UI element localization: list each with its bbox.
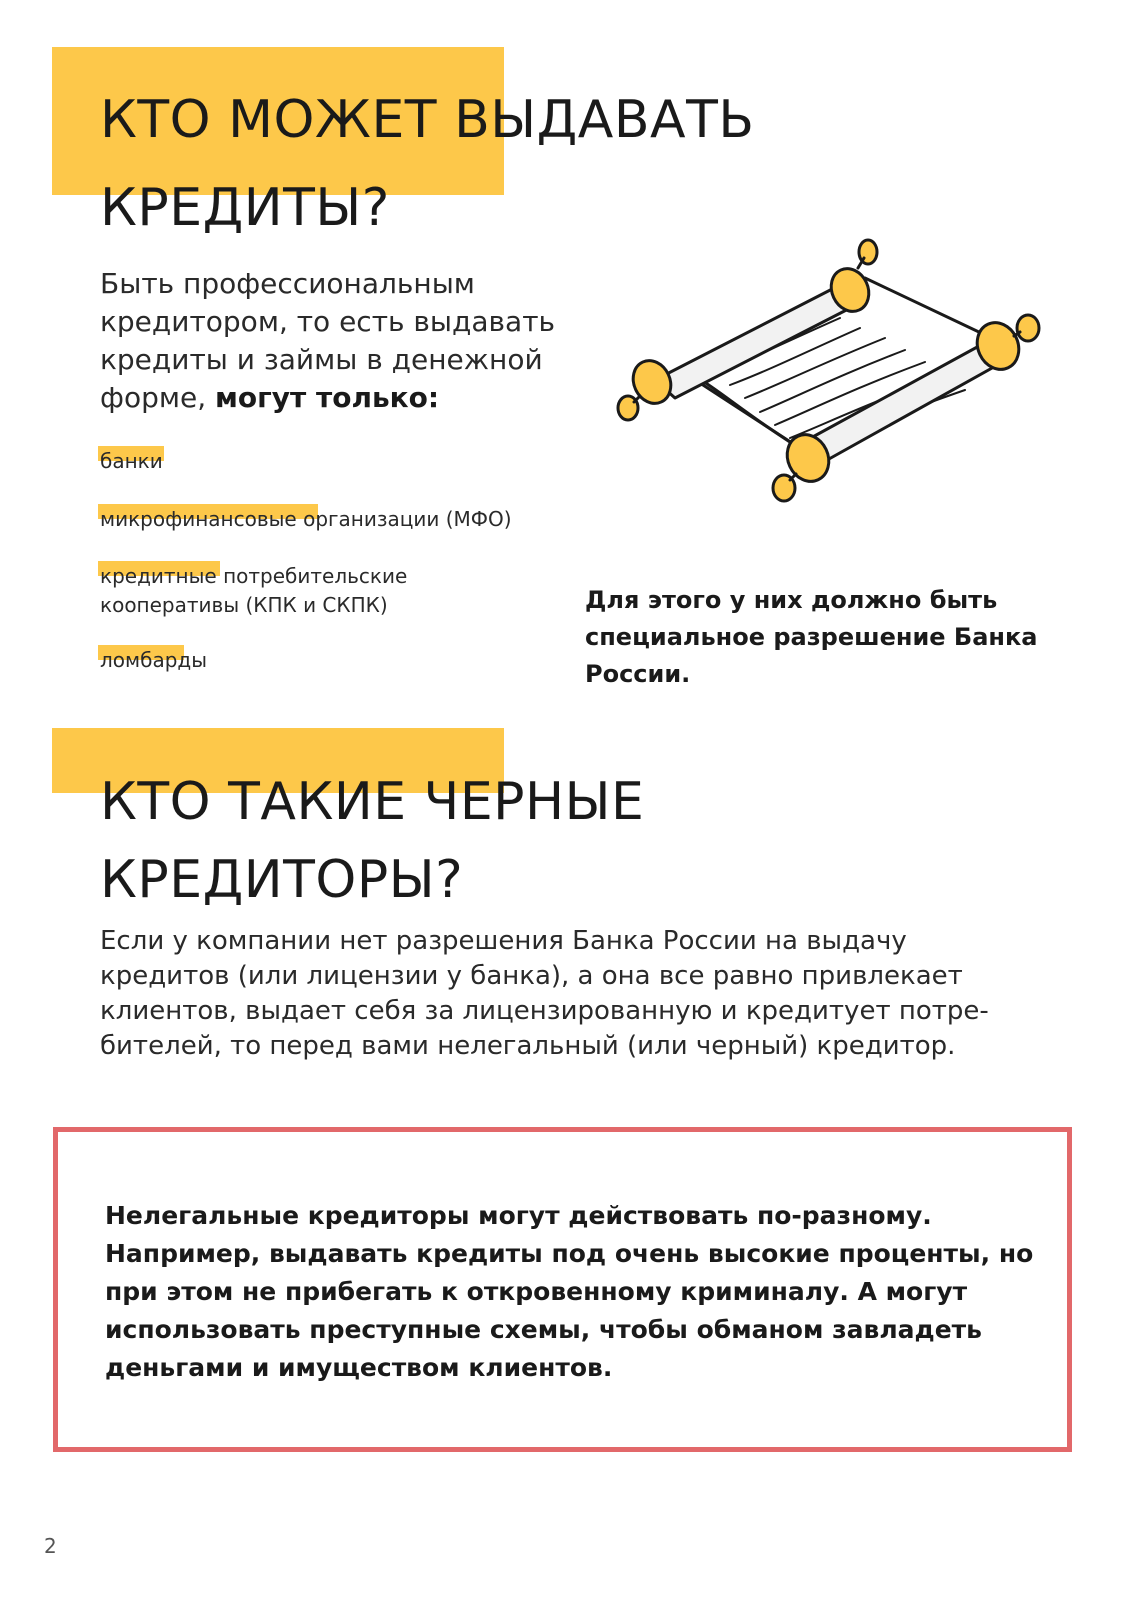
intro-bold: могут только: [215,381,440,414]
intro-paragraph [100,265,570,417]
black-creditors-paragraph: Если у компании нет разрешения Банка России на выдачу кредитов (или лицензии у банка), а она все равно привлекает клиентов, выдает себя за лицензированную и кредитует потре-бителей, то перед вами нелегальный (или черный) кредитор. [100,926,989,1061]
section1-title-line2: КРЕДИТЫ? [100,178,390,238]
section2-title-line2: КРЕДИТОРЫ? [100,850,464,910]
list-item-mfo: микрофинансовые организации (МФО) [100,507,512,531]
license-note: Для этого у них должно быть специальное разрешение Банка России. [585,586,1038,688]
warning-box [53,1127,1072,1452]
intro-text: Быть профессиональным кредитором, то есть выдавать кредиты и займы в денежной форме, [100,267,556,414]
section2-title-line1: КТО ТАКИЕ ЧЕРНЫЕ [100,772,645,832]
list-item-kpk: кредитные потребительские кооперативы (КПК и СКПК) [100,564,408,617]
section1-title-line1: КТО МОЖЕТ ВЫДАВАТЬ [100,90,755,150]
page-number: 2 [44,1534,57,1558]
list-item-pawnshops: ломбарды [100,648,208,672]
list-item-banks: банки [100,449,163,473]
scroll-icon [600,230,1060,520]
warning-text: Нелегальные кредиторы могут действовать по-разному. Например, выдавать кредиты под очень высокие проценты, но при этом не прибегать к откровенному криминалу. А могут использовать преступные схемы, чтобы обманом завладеть деньгами и имуществом клиентов. [105,1201,1034,1382]
